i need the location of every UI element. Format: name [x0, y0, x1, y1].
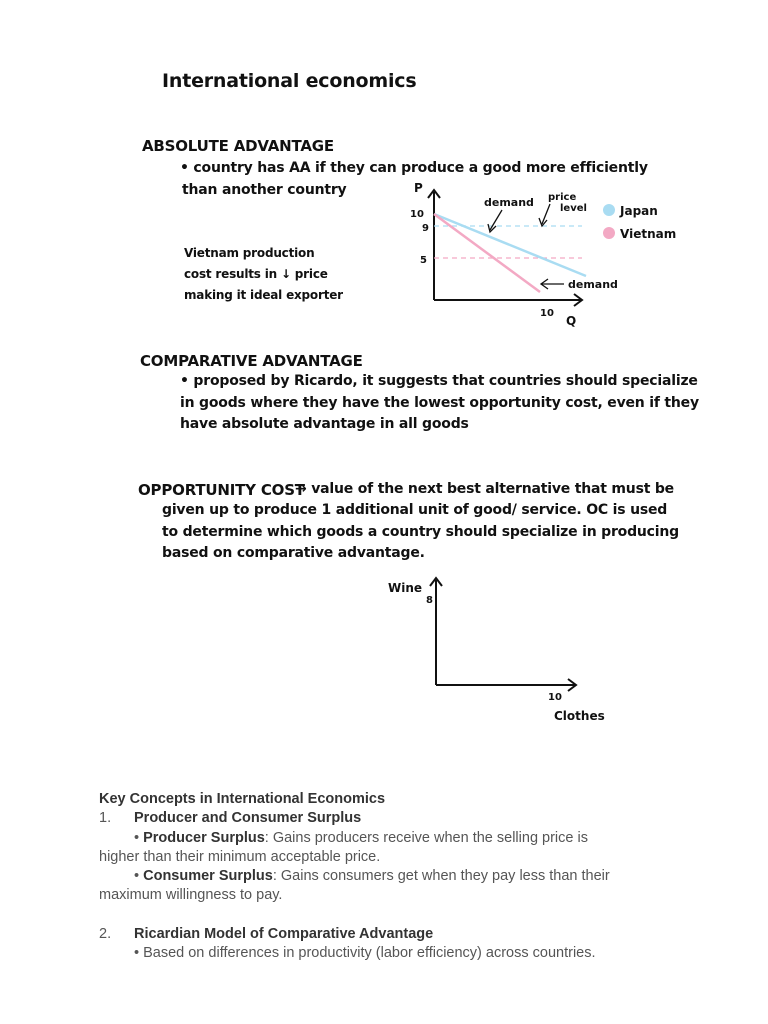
- list-item-title: Producer and Consumer Surplus: [134, 810, 362, 827]
- y-tick-label: 9: [422, 223, 429, 234]
- list-number: 2.: [99, 925, 112, 942]
- absolute-advantage-bullet-line2: than another country: [182, 182, 347, 198]
- opportunity-cost-line1: → value of the next best alternative that must be: [295, 481, 674, 497]
- producer-surplus-text-cont: higher than their minimum acceptable price.: [99, 848, 381, 865]
- comparative-advantage-heading: COMPARATIVE ADVANTAGE: [140, 352, 363, 370]
- y-tick-label: 10: [410, 209, 424, 220]
- demand-label-bottom: demand: [568, 278, 618, 291]
- x-axis-label: Q: [566, 314, 577, 328]
- y-axis-label: Wine: [388, 581, 423, 595]
- consumer-surplus-term: Consumer Surplus: [143, 868, 273, 885]
- japan-demand-curve: [434, 214, 586, 276]
- x-tick-label: 10: [540, 308, 554, 319]
- consumer-surplus-text-cont: maximum willingness to pay.: [99, 887, 283, 904]
- vietnam-note-line: making it ideal exporter: [184, 288, 343, 302]
- y-axis-label: P: [414, 181, 423, 195]
- y-tick-label: 8: [426, 595, 433, 606]
- opportunity-cost-line: based on comparative advantage.: [162, 545, 425, 561]
- legend-japan-swatch: [603, 204, 615, 216]
- absolute-advantage-bullet-line1: • country has AA if they can produce a good more efficiently: [180, 160, 648, 176]
- typed-notes: [99, 790, 699, 963]
- opportunity-cost-line: given up to produce 1 additional unit of good/ service. OC is used: [162, 502, 668, 518]
- vietnam-note-line: cost results in ↓ price: [184, 267, 328, 281]
- comparative-line: in goods where they have the lowest opportunity cost, even if they: [180, 395, 699, 411]
- comparative-line: • proposed by Ricardo, it suggests that countries should specialize: [180, 373, 698, 389]
- legend-vietnam-swatch: [603, 227, 615, 239]
- y-tick-label: 5: [420, 255, 427, 266]
- producer-surplus-term: Producer Surplus: [143, 829, 265, 846]
- price-level-label: price: [548, 192, 577, 203]
- price-quantity-graph: [390, 180, 710, 330]
- producer-surplus-item: • Producer Surplus: Gains producers receive when the selling price is: [134, 829, 588, 846]
- legend-japan-label: Japan: [620, 204, 658, 218]
- absolute-advantage-heading: ABSOLUTE ADVANTAGE: [142, 137, 334, 155]
- consumer-surplus-text: : Gains consumers get when they pay less than their: [272, 868, 610, 885]
- list-item: [99, 925, 699, 944]
- list-number: 1.: [99, 810, 112, 827]
- list-item: [99, 809, 699, 828]
- x-axis-label: Clothes: [554, 709, 605, 723]
- opportunity-cost-heading: OPPORTUNITY COST: [138, 481, 305, 499]
- price-level-label: level: [560, 203, 587, 214]
- producer-surplus-text: : Gains producers receive when the selling price is: [264, 829, 588, 846]
- demand-label-top: demand: [484, 196, 534, 209]
- demand-pointer-arrow: [488, 224, 496, 232]
- vietnam-note: [184, 243, 343, 306]
- demand-pointer: [490, 210, 502, 230]
- legend-vietnam-label: Vietnam: [620, 227, 677, 241]
- x-tick-label: 10: [548, 692, 562, 703]
- comparative-line: have absolute advantage in all goods: [180, 416, 469, 432]
- ricardian-bullet: • Based on differences in productivity (labor efficiency) across countries.: [134, 945, 596, 962]
- opportunity-cost-line: to determine which goods a country should specialize in producing: [162, 524, 679, 540]
- vietnam-note-line: Vietnam production: [184, 246, 315, 260]
- page-title: International economics: [162, 70, 417, 92]
- wine-clothes-graph: [380, 570, 640, 730]
- list-item-title: Ricardian Model of Comparative Advantage: [134, 925, 434, 942]
- consumer-surplus-item: • Consumer Surplus: Gains consumers get when they pay less than their: [134, 868, 610, 885]
- typed-heading: Key Concepts in International Economics: [99, 791, 386, 807]
